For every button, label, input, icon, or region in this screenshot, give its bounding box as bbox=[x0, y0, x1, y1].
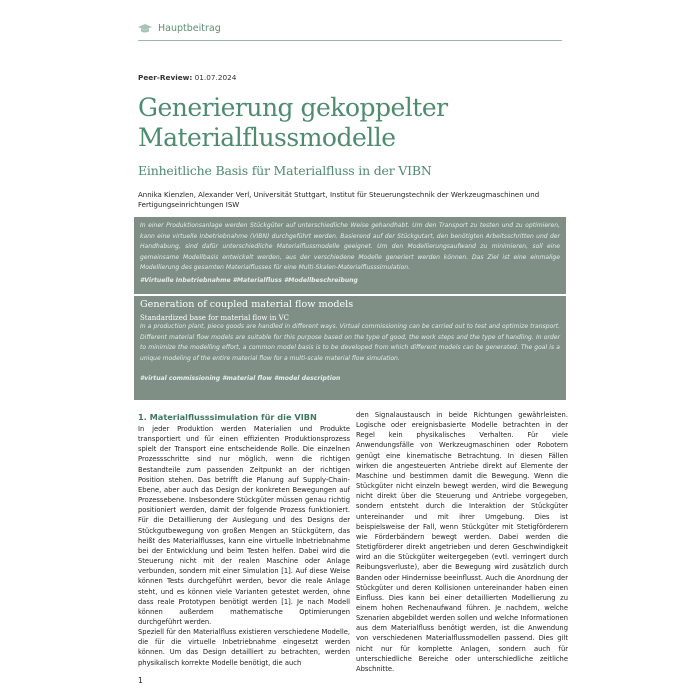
abstract-separator bbox=[134, 294, 566, 296]
page-number: 1 bbox=[138, 676, 143, 685]
paragraph-3: den Signalaustausch in beide Richtungen gewährleisten. Logische oder ereignisbasierte Modelle betrachten in der Regel kein physikalisches Verhalten. Für viele Anwendungsfälle von Werkzeugmaschinen oder Robotern genügt eine kinematische Betrachtung. In diesen Fällen wirken die angesteuerten Antriebe direkt auf Elemente der Maschine und bestimmen damit die Bewegung. Wenn die Stückgüter nicht einzeln bewegt werden, wird die Bewegung nicht direkt über die Steuerung und Antriebe vorgegeben, sondern entsteht durch die Interaktion der Stückgüter untereinander und mit ihrer Umgebung. Dies ist beispielsweise der Fall, wenn Stückgüter mit Stetigförderern wie Förderbändern bewegt werden. Dabei werden die Stetigförderer direkt angetrieben und deren Geschwindigkeit wird an die Stückgüter weitergegeben (evtl. verringert durch Reibungsverluste), aber die Bewegung wird zusätzlich durch Banden oder Hindernisse beeinflusst. Auch die Anordnung der Stückgüter und deren Kollisionen untereinander haben einen Einfluss. Dies kann bei einer detaillierten Modellierung zu einem hohen Rechenaufwand führen. Je nachdem, welche Szenarien abgebildet werden sollen und welche Informationen aus dem Materialfluss benötigt werden, ist die Anwendung von verschiedenen Materialflussmodellen passend. Dies gilt nicht nur für komplette Anlagen, sondern auch für unterschiedliche Bereiche oder unterschiedliche zeitliche Abschnitte. bbox=[356, 411, 568, 673]
title-line-1: Generierung gekoppelter bbox=[138, 93, 448, 122]
abstract-german: In einer Produktionsanlage werden Stückgüter auf unterschiedliche Weise gehandhabt. Um den Transport zu testen und zu optimieren, kann eine virtuelle Inbetriebnahme (VIBN) durchgeführt werden. Basierend auf der Stückgutart, den benötigten Arbeitsschritten und der Handhabung, sind dafür unterschiedliche Materialflussmodelle geeignet. Um den Modellierungsaufwand zu minimieren, soll eine gemeinsame Modellbasis entwickelt werden, aus der verschiedene Modelle generiert werden können. Das Ziel ist eine einmalige Modellierung des gesamten Materialflusses für eine Multi-Skalen-Materialflusssimulation. bbox=[140, 222, 560, 271]
peer-review-date: 01.07.2024 bbox=[192, 73, 237, 82]
paragraph-1: In jeder Produktion werden Materialien und Produkte transportiert und für einen effizienten Produktionsprozess spielt der Transport eine entscheidende Rolle. Die einzelnen Prozessschritte sind nur möglich, wenn die richtigen Bestandteile zum passenden Zeitpunkt an der richtigen Position stehen. Das betrifft die Planung auf Supply-Chain-Ebene, aber auch das Design der konkreten Bewegungen auf Prozessebene. Insbesondere Stückgüter müssen genau richtig positioniert werden, damit der folgende Prozess funktioniert. Für die Detaillierung der Auslegung und des Designs der Stückgutbewegung von großen Mengen an Stückgütern, das heißt des Materialflusses, kann eine virtuelle Inbetriebnahme bei der Entwicklung und beim Testen helfen. Dabei wird die Steuerung nicht mit der realen Maschine oder Anlage verbunden, sondern mit einer Simulation [1]. Auf diese Weise können Tests durchgeführt werden, bevor die reale Anlage steht, und es können viele Varianten getestet werden, ohne dass reale Prototypen benötigt werden [1]. Je nach Modell können außerdem mathematische Optimierungen durchgeführt werden. bbox=[138, 425, 350, 626]
abstract-english: In a production plant, piece goods are handled in different ways. Virtual commissioning can be carried out to test and optimize transport. Different material flow models are suitable for this purpose based on the type of good, the work steps and the type of handling. In order to minimize the modelling effort, a common model basis is to be developed from which different models can be generated. The goal is a unique modeling of the entire material flow for a multi-scale material flow simulation. bbox=[140, 323, 560, 362]
peer-review-label: Peer-Review: bbox=[138, 73, 193, 82]
section-header bbox=[138, 22, 562, 42]
header-divider bbox=[138, 40, 562, 41]
article-subtitle: Einheitliche Basis für Materialfluss in der VIBN bbox=[138, 163, 432, 178]
left-column bbox=[138, 412, 350, 668]
abstract-box bbox=[134, 217, 566, 400]
mortarboard-icon bbox=[138, 24, 152, 34]
section-heading: 1. Materialflusssimulation für die VIBN bbox=[138, 412, 317, 422]
article-title bbox=[138, 93, 568, 153]
english-subtitle: Standardized base for material flow in VC bbox=[140, 314, 290, 322]
keywords-english: #virtual commissioning #material flow #model description bbox=[140, 375, 341, 382]
right-column bbox=[356, 410, 568, 674]
keywords-german: #Virtuelle Inbetriebnahme #Materialfluss #Modellbeschreibung bbox=[140, 277, 358, 284]
section-label: Hauptbeitrag bbox=[158, 23, 221, 34]
paragraph-2: Speziell für den Materialfluss existieren verschiedene Modelle, die für die virtuelle Inbetriebnahme eingesetzt werden können. Um das Design detailliert zu betrachten, werden physikalisch korrekte Modelle benötigt, die auch bbox=[138, 628, 350, 667]
title-line-2: Materialflussmodelle bbox=[138, 123, 396, 152]
authors: Annika Kienzlen, Alexander Verl, Universität Stuttgart, Institut für Steuerungstechnik der Werkzeugmaschinen und Fertigungseinrichtungen ISW bbox=[138, 191, 540, 209]
english-title: Generation of coupled material flow models bbox=[140, 299, 354, 310]
peer-review-line bbox=[138, 73, 236, 82]
